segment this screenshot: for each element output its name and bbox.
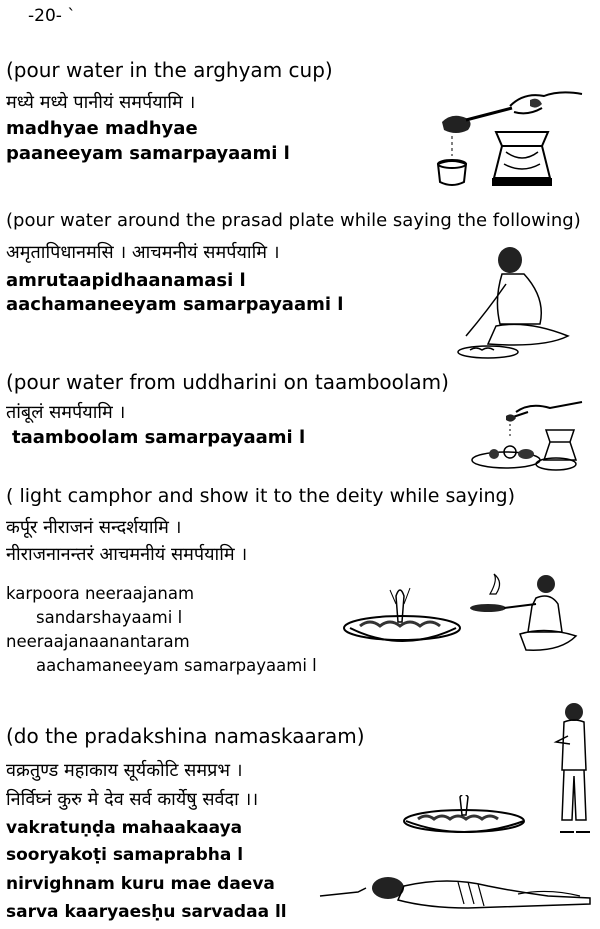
transliteration-line: amrutaapidhaanamasi l	[6, 270, 246, 291]
sanskrit-vakratunda: वक्रतुण्ड महाकाय सूर्यकोटि समप्रभ ।	[6, 760, 243, 781]
instruction-pradakshina: (do the pradakshina namaskaaram)	[6, 724, 365, 748]
illustration-seated-man-plate	[448, 240, 596, 364]
instruction-arghyam: (pour water in the arghyam cup)	[6, 58, 333, 82]
transliteration-line: paaneeyam samarpayaami l	[6, 143, 290, 164]
transliteration-line: sooryakoṭi samaprabha l	[6, 845, 244, 865]
illustration-prostrating-man	[318, 868, 596, 914]
illustration-aarti-plate	[400, 795, 530, 839]
instruction-prasad-plate: (pour water around the prasad plate while saying the following)	[6, 210, 581, 231]
illustration-standing-man-namaskar	[550, 700, 598, 840]
transliteration-line: nirvighnam kuru mae daeva	[6, 874, 275, 894]
sanskrit-paneeyam: मध्ये मध्ये पानीयं समर्पयामि ।	[6, 92, 196, 113]
sanskrit-tamboolam: तांबूलं समर्पयामि ।	[6, 402, 126, 423]
sanskrit-karpoora: कर्पूर नीराजनं सन्दर्शयामि ।	[6, 517, 182, 538]
transliteration-line: sandarshayaami l	[36, 608, 183, 627]
transliteration-line: taamboolam samarpayaami l	[12, 427, 306, 448]
instruction-camphor: ( light camphor and show it to the deity while saying)	[6, 485, 516, 507]
transliteration-line: sarva kaaryaesḥu sarvadaa ll	[6, 902, 287, 922]
page-number: -20- `	[28, 6, 76, 26]
transliteration-line: aachamaneeyam samarpayaami l	[36, 656, 317, 675]
sanskrit-nirvighnam: निर्विघ्नं कुरु मे देव सर्व कार्येषु सर्वदा ।।	[6, 789, 259, 810]
sanskrit-neeraajana: नीराजनानन्तरं आचमनीयं समर्पयामि ।	[6, 544, 248, 565]
instruction-taamboolam: (pour water from uddharini on taamboolam)	[6, 370, 449, 394]
transliteration-line: karpoora neeraajanam	[6, 584, 195, 603]
illustration-spoon-and-vessel	[432, 78, 590, 190]
transliteration-line: madhyae madhyae	[6, 118, 198, 139]
illustration-tamboolam-plate	[470, 398, 596, 474]
illustration-camphor-aarti	[340, 570, 596, 660]
transliteration-line: vakratuṇḍa mahaakaaya	[6, 818, 243, 838]
transliteration-line: aachamaneeyam samarpayaami l	[6, 294, 344, 315]
sanskrit-amrutapidhana: अमृतापिधानमसि । आचमनीयं समर्पयामि ।	[6, 242, 280, 263]
transliteration-line: neeraajanaanantaram	[6, 632, 190, 651]
